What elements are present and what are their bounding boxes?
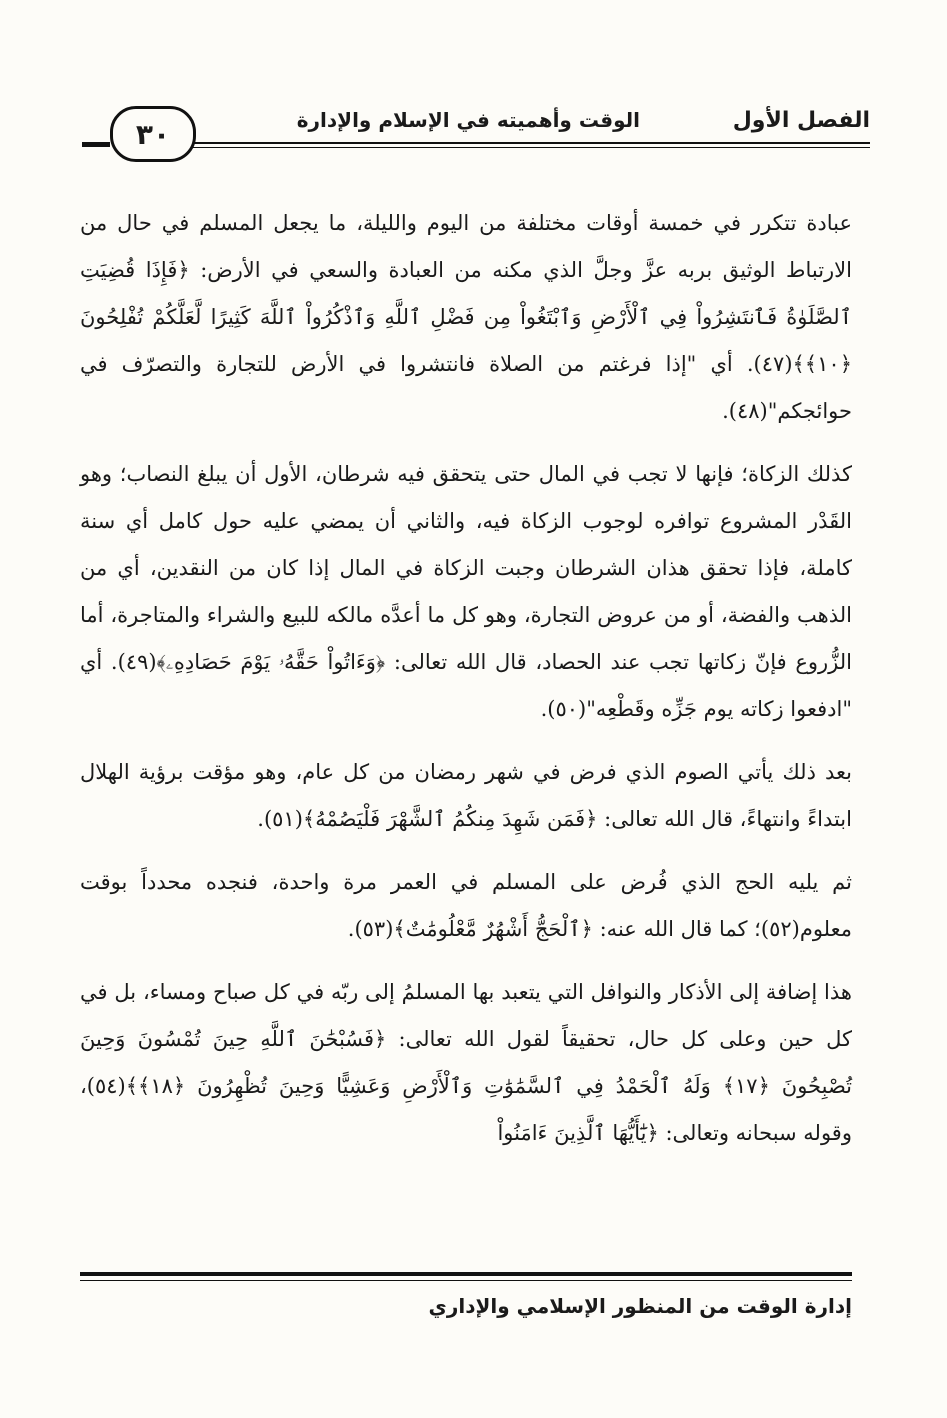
page-header — [70, 100, 870, 170]
header-dash — [82, 142, 110, 147]
chapter-title: الفصل الأول — [732, 108, 870, 133]
paragraph-prayer: عبادة تتكرر في خمسة أوقات مختلفة من اليوم والليلة، ما يجعل المسلم في حال من الارتباط الوثيق بربه عزَّ وجلَّ الذي مكنه من العبادة والسعي في الأرض: ﴿فَإِذَا قُضِيَتِ ٱلصَّلَوٰةُ فَٱنتَشِرُواْ فِي ٱلْأَرْضِ وَٱبْتَغُواْ مِن فَضْلِ ٱللَّهِ وَٱذْكُرُواْ ٱللَّهَ كَثِيرًا لَّعَلَّكُمْ تُفْلِحُونَ ﴿١٠﴾﴾(٤٧). أي "إذا فرغتم من الصلاة فانتشروا في الأرض للتجارة والتصرّف في حوائجكم"(٤٨). — [80, 211, 852, 423]
body-text — [80, 200, 852, 1173]
paragraph-dhikr: هذا إضافة إلى الأذكار والنوافل التي يتعبد بها المسلمُ إلى ربّه في كل صباح ومساء، بل في كل حين وعلى كل حال، تحقيقاً لقول الله تعالى: ﴿فَسُبْحَٰنَ ٱللَّهِ حِينَ تُمْسُونَ وَحِينَ تُصْبِحُونَ ﴿١٧﴾ وَلَهُ ٱلْحَمْدُ فِي ٱلسَّمَٰوَٰتِ وَٱلْأَرْضِ وَعَشِيًّا وَحِينَ تُظْهِرُونَ ﴿١٨﴾﴾(٥٤)، وقوله سبحانه وتعالى: ﴿يَٰٓأَيُّهَا ٱلَّذِينَ ءَامَنُواْ — [80, 980, 852, 1145]
footer-rule-thin — [80, 1280, 852, 1281]
book-title-footer: إدارة الوقت من المنظور الإسلامي والإداري — [428, 1294, 852, 1318]
paragraph-zakat: كذلك الزكاة؛ فإنها لا تجب في المال حتى يتحقق فيه شرطان، الأول أن يبلغ النصاب؛ وهو القَدْر المشروع توافره لوجوب الزكاة فيه، والثاني أن يمضي عليه حول كامل أي سنة كاملة، فإذا تحقق هذان الشرطان وجبت الزكاة في المال إذا كان من النقدين، أي من الذهب والفضة، أو من عروض التجارة، وهو كل ما أعدَّه مالكه للبيع والشراء والمتاجرة، أما الزُّروع فإنّ زكاتها تجب عند الحصاد، قال الله تعالى: ﴿وَءَاتُواْ حَقَّهُۥ يَوْمَ حَصَادِهِۦ﴾(٤٩). أي "ادفعوا زكاته يوم جَزِّه وقَطْعِه"(٥٠). — [80, 462, 852, 721]
running-title: الوقت وأهميته في الإسلام والإدارة — [296, 108, 640, 132]
header-rule — [190, 142, 870, 144]
page-number: ٣٠ — [110, 106, 196, 162]
paragraph-hajj: ثم يليه الحج الذي فُرض على المسلم في العمر مرة واحدة، فنجده محدداً بوقت معلوم(٥٢)؛ كما قال الله عنه: ﴿ٱلْحَجُّ أَشْهُرٌ مَّعْلُومَٰتٌ﴾(٥٣). — [80, 870, 852, 941]
footer-rule — [80, 1272, 852, 1276]
header-rule-thin — [190, 147, 870, 148]
paragraph-fasting: بعد ذلك يأتي الصوم الذي فرض في شهر رمضان من كل عام، وهو مؤقت برؤية الهلال ابتداءً وانتهاءً، قال الله تعالى: ﴿فَمَن شَهِدَ مِنكُمُ ٱلشَّهْرَ فَلْيَصُمْهُ﴾(٥١). — [80, 760, 852, 831]
